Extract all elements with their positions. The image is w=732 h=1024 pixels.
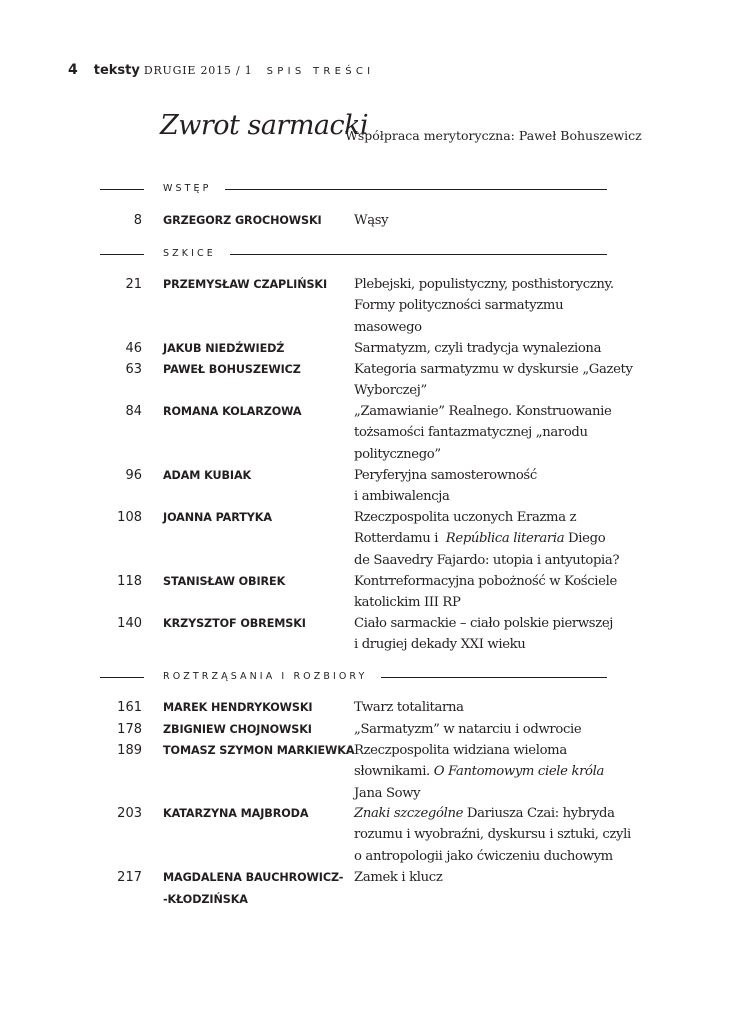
section-rule-left bbox=[100, 254, 144, 255]
entry-title: Sarmatyzm, czyli tradycja wynaleziona bbox=[354, 341, 602, 356]
section-label: WSTĘP bbox=[163, 183, 212, 194]
entry-page: 189 bbox=[117, 743, 142, 758]
entry-title: Ciało sarmackie – ciało polskie pierwszej i drugiej dekady XXI wieku bbox=[354, 616, 614, 653]
journal-issue: DRUGIE 2015 / 1 bbox=[143, 64, 253, 77]
entry-page: 217 bbox=[117, 870, 142, 885]
entry-page: 140 bbox=[117, 616, 142, 631]
entry-author: PRZEMYSŁAW CZAPLIŃSKI bbox=[163, 278, 328, 291]
section-name: SPIS TREŚCI bbox=[266, 66, 375, 77]
entry-author: MAREK HENDRYKOWSKI bbox=[163, 701, 313, 714]
entry-title: Znaki szczególne Dariusza Czai: hybryda rozumu i wyobraźni, dyskursu i sztuki, czyli o antropologii jako ćwiczeniu duchowym bbox=[354, 803, 631, 867]
issue-title: Zwrot sarmacki bbox=[160, 110, 369, 141]
journal-name: teksty bbox=[93, 63, 140, 78]
section-rule-right bbox=[230, 254, 607, 255]
entry-title: Twarz totalitarna bbox=[354, 700, 464, 715]
entry-author: ZBIGNIEW CHOJNOWSKI bbox=[163, 723, 312, 736]
entry-title: Rzeczpospolita uczonych Erazma z Rotterdamu i República literaria Diego de Saavedry Fajardo: utopia i antyutopia? bbox=[354, 510, 620, 568]
entry-author: JOANNA PARTYKA bbox=[163, 511, 272, 524]
entry-author: GRZEGORZ GROCHOWSKI bbox=[163, 214, 322, 227]
title-line-italic-fragment: Rotterdamu i República literaria Diego bbox=[354, 531, 606, 547]
entry-author: KATARZYNA MAJBRODA bbox=[163, 807, 309, 820]
page-number: 4 bbox=[68, 62, 78, 78]
entry-title: Peryferyjna samosterowność i ambiwalencja bbox=[354, 468, 537, 505]
section-rule-right bbox=[225, 189, 607, 190]
entry-title: Wąsy bbox=[354, 213, 389, 228]
entry-title: Rzeczpospolita widziana wieloma słownikami. O Fantomowym ciele króla Jana Sowy bbox=[354, 743, 605, 801]
title-line-italic-fragment: Znaki szczególne Dariusza Czai: hybryda bbox=[354, 806, 615, 821]
section-label: SZKICE bbox=[163, 248, 216, 259]
section-header-roztrzasania bbox=[0, 671, 732, 683]
entry-page: 108 bbox=[117, 510, 142, 525]
entry-title: Plebejski, populistyczny, posthistoryczny. Formy polityczności sarmatyzmu masowego bbox=[354, 277, 614, 335]
entry-author: PAWEŁ BOHUSZEWICZ bbox=[163, 363, 301, 376]
entry-page: 8 bbox=[133, 213, 142, 228]
entry-page: 63 bbox=[125, 362, 142, 377]
entry-page: 84 bbox=[125, 404, 142, 419]
section-label: ROZTRZĄSANIA I ROZBIORY bbox=[163, 671, 368, 682]
entry-page: 178 bbox=[117, 722, 142, 737]
entry-page: 118 bbox=[117, 574, 142, 589]
entry-title: Kategoria sarmatyzmu w dyskursie „Gazety Wyborczej” bbox=[354, 362, 633, 399]
section-header-wstep bbox=[0, 183, 732, 195]
section-rule-right bbox=[381, 677, 607, 678]
entry-author: MAGDALENA BAUCHROWICZ- -KŁODZIŃSKA bbox=[163, 871, 344, 906]
section-header-szkice bbox=[0, 248, 732, 260]
entry-page: 21 bbox=[125, 277, 142, 292]
entry-title: Kontrreformacyjna pobożność w Kościele katolickim III RP bbox=[354, 574, 617, 611]
section-rule-left bbox=[100, 189, 144, 190]
issue-collaboration: Współpraca merytoryczna: Paweł Bohuszewicz bbox=[345, 128, 642, 143]
section-rule-left bbox=[100, 677, 144, 678]
entry-page: 161 bbox=[117, 700, 142, 715]
entry-author: KRZYSZTOF OBREMSKI bbox=[163, 617, 306, 630]
entry-page: 203 bbox=[117, 806, 142, 821]
entry-page: 46 bbox=[125, 341, 142, 356]
entry-title: „Zamawianie” Realnego. Konstruowanie tożsamości fantazmatycznej „narodu politycznego” bbox=[354, 404, 612, 462]
entry-author: JAKUB NIEDŹWIEDŹ bbox=[163, 342, 285, 355]
entry-title: Zamek i klucz bbox=[354, 870, 443, 885]
running-head bbox=[68, 62, 374, 84]
entry-page: 96 bbox=[125, 468, 142, 483]
entry-title: „Sarmatyzm” w natarciu i odwrocie bbox=[354, 722, 582, 737]
title-line-italic-fragment: słownikami. O Fantomowym ciele króla bbox=[354, 764, 605, 780]
entry-author: ADAM KUBIAK bbox=[163, 469, 252, 482]
entry-author: TOMASZ SZYMON MARKIEWKA bbox=[163, 744, 355, 757]
entry-author: ROMANA KOLARZOWA bbox=[163, 405, 302, 418]
entry-author: STANISŁAW OBIREK bbox=[163, 575, 286, 588]
